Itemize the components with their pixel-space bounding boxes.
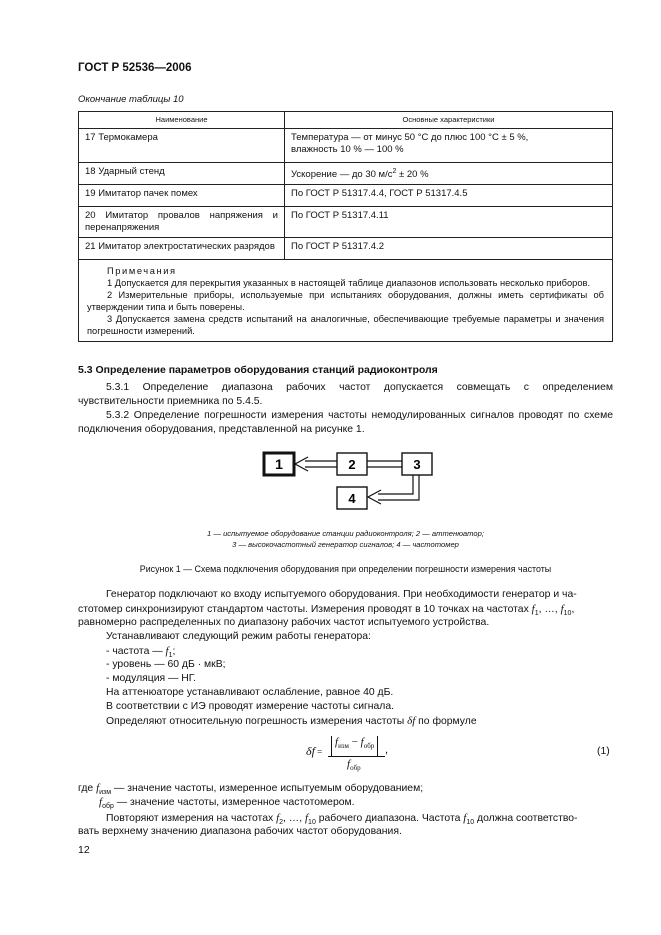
text-line: стотомер синхронизируют стандартом частоты. Измерения проводят в 10 точках на частотах $f_1$, …, $f_{10}$, xyxy=(78,603,575,618)
arrow-head xyxy=(368,490,381,504)
table-notes xyxy=(79,260,613,342)
arrow-head xyxy=(295,457,308,471)
block-4-label: 4 xyxy=(348,491,356,506)
text-line: - частота — $f_1$; xyxy=(106,645,176,660)
formula-comma: , xyxy=(385,744,389,756)
text-line: Определяют относительную погрешность измерения частоты δf по формуле xyxy=(106,715,477,727)
section-title: 5.3 Определение параметров оборудования станций радиоконтроля xyxy=(78,364,438,376)
text-line: $f_{обр}$ — значение частоты, измеренное частотомером. xyxy=(99,796,355,811)
figure-legend-line-2: 3 — высокочастотный генератор сигналов; 4 — частотомер xyxy=(232,540,459,549)
arrow-3-to-4 xyxy=(378,475,419,500)
note-item: 3 Допускается замена средств испытаний на аналогичные, обеспечивающие требуемые параметры и значения погрешности измерений. xyxy=(87,314,604,337)
table-row xyxy=(79,163,613,185)
characteristics-text: ± 20 % xyxy=(396,169,429,181)
formula-numerator: $f_{изм} - f_{обр}$ xyxy=(331,736,378,756)
row-characteristics xyxy=(285,129,613,163)
figure-legend-line-1: 1 — испытуемое оборудование станции радиоконтроля; 2 — аттенюатор; xyxy=(207,529,484,538)
note-item: 2 Измерительные приборы, используемые при испытаниях оборудования, должны иметь сертификаты об утверждении типа и быть поверены. xyxy=(87,290,604,313)
exponent: 2 xyxy=(392,168,397,175)
formula-lhs: δf = xyxy=(306,744,323,758)
block-3-label: 3 xyxy=(413,457,421,472)
formula-1 xyxy=(306,738,416,778)
text-line: где $f_{изм}$ — значение частоты, измеренное испытуемым оборудованием; xyxy=(78,782,424,797)
table-row xyxy=(79,238,613,260)
row-name: 20 Имитатор провалов напряжения и перенапряжения xyxy=(79,207,285,238)
row-characteristics xyxy=(285,163,613,185)
row-name: 17 Термокамера xyxy=(79,129,285,163)
text-line: равномерно распределенных по диапазону рабочих частот испытуемого устройства. xyxy=(78,617,490,628)
table-caption: Окончание таблицы 10 xyxy=(78,94,184,105)
paragraph-5-3-1: 5.3.1 Определение диапазона рабочих частот допускается совмещать с определением чувствительности приемника по 5.4.5. xyxy=(78,382,613,407)
table-row xyxy=(79,207,613,238)
text-line: - уровень — 60 дБ · мкВ; xyxy=(106,659,226,670)
characteristics-line: Температура — от минус 50 °С до плюс 100 °С ± 5 %, xyxy=(291,132,529,143)
link-3-to-2 xyxy=(367,461,402,467)
column-header-name: Наименование xyxy=(79,112,285,129)
characteristics-line: влажность 10 % — 100 % xyxy=(291,144,404,155)
text-line: Генератор подключают ко входу испытуемого оборудования. При необходимости генератор и ча- xyxy=(106,589,577,600)
row-characteristics: По ГОСТ Р 51317.4.4, ГОСТ Р 51317.4.5 xyxy=(285,185,613,207)
characteristics-text: Ускорение — до 30 м/с xyxy=(291,169,393,181)
text-line: Устанавливают следующий режим работы генератора: xyxy=(106,631,371,642)
notes-title: Примечания xyxy=(107,266,177,277)
connection-diagram xyxy=(250,447,440,517)
text-line: В соответствии с ИЭ проводят измерение частоты сигнала. xyxy=(106,701,395,712)
arrow-2-to-1 xyxy=(305,461,337,467)
fraction-bar xyxy=(328,756,385,757)
text-line: - модуляция — НГ. xyxy=(106,673,197,684)
paragraph-5-3-2: 5.3.2 Определение погрешности измерения частоты немодулированных сигналов проводят по схеме подключения оборудования, представленной на рисунке 1. xyxy=(78,410,613,435)
column-header-characteristics: Основные характеристики xyxy=(285,112,613,129)
table-10 xyxy=(78,111,613,342)
table-row xyxy=(79,129,613,163)
note-item: 1 Допускается для перекрытия указанных в настоящей таблице диапазонов использовать несколько приборов. xyxy=(107,278,591,289)
row-characteristics: По ГОСТ Р 51317.4.11 xyxy=(285,207,613,238)
table-row xyxy=(79,185,613,207)
block-1-label: 1 xyxy=(275,456,283,472)
table-notes-row xyxy=(79,260,613,342)
document-header: ГОСТ Р 52536—2006 xyxy=(78,62,192,74)
row-name: 18 Ударный стенд xyxy=(79,163,285,185)
formula-number: (1) xyxy=(597,746,610,757)
text-line: Повторяют измерения на частотах $f_2$, …, $f_{10}$ рабочего диапазона. Частота $f_{10}$ должна соответство- xyxy=(106,812,578,827)
text-line: вать верхнему значению диапазона рабочих частот оборудования. xyxy=(78,826,402,837)
row-name: 19 Имитатор пачек помех xyxy=(79,185,285,207)
block-2-label: 2 xyxy=(348,457,356,472)
row-characteristics: По ГОСТ Р 51317.4.2 xyxy=(285,238,613,260)
page-number: 12 xyxy=(78,844,90,856)
row-name: 21 Имитатор электростатических разрядов xyxy=(79,238,285,260)
table-header-row xyxy=(79,112,613,129)
formula-denominator: $f_{обр}$ xyxy=(347,758,361,773)
text-line: На аттенюаторе устанавливают ослабление, равное 40 дБ. xyxy=(106,687,394,698)
figure-caption: Рисунок 1 — Схема подключения оборудования при определении погрешности измерения частоты xyxy=(139,564,552,574)
